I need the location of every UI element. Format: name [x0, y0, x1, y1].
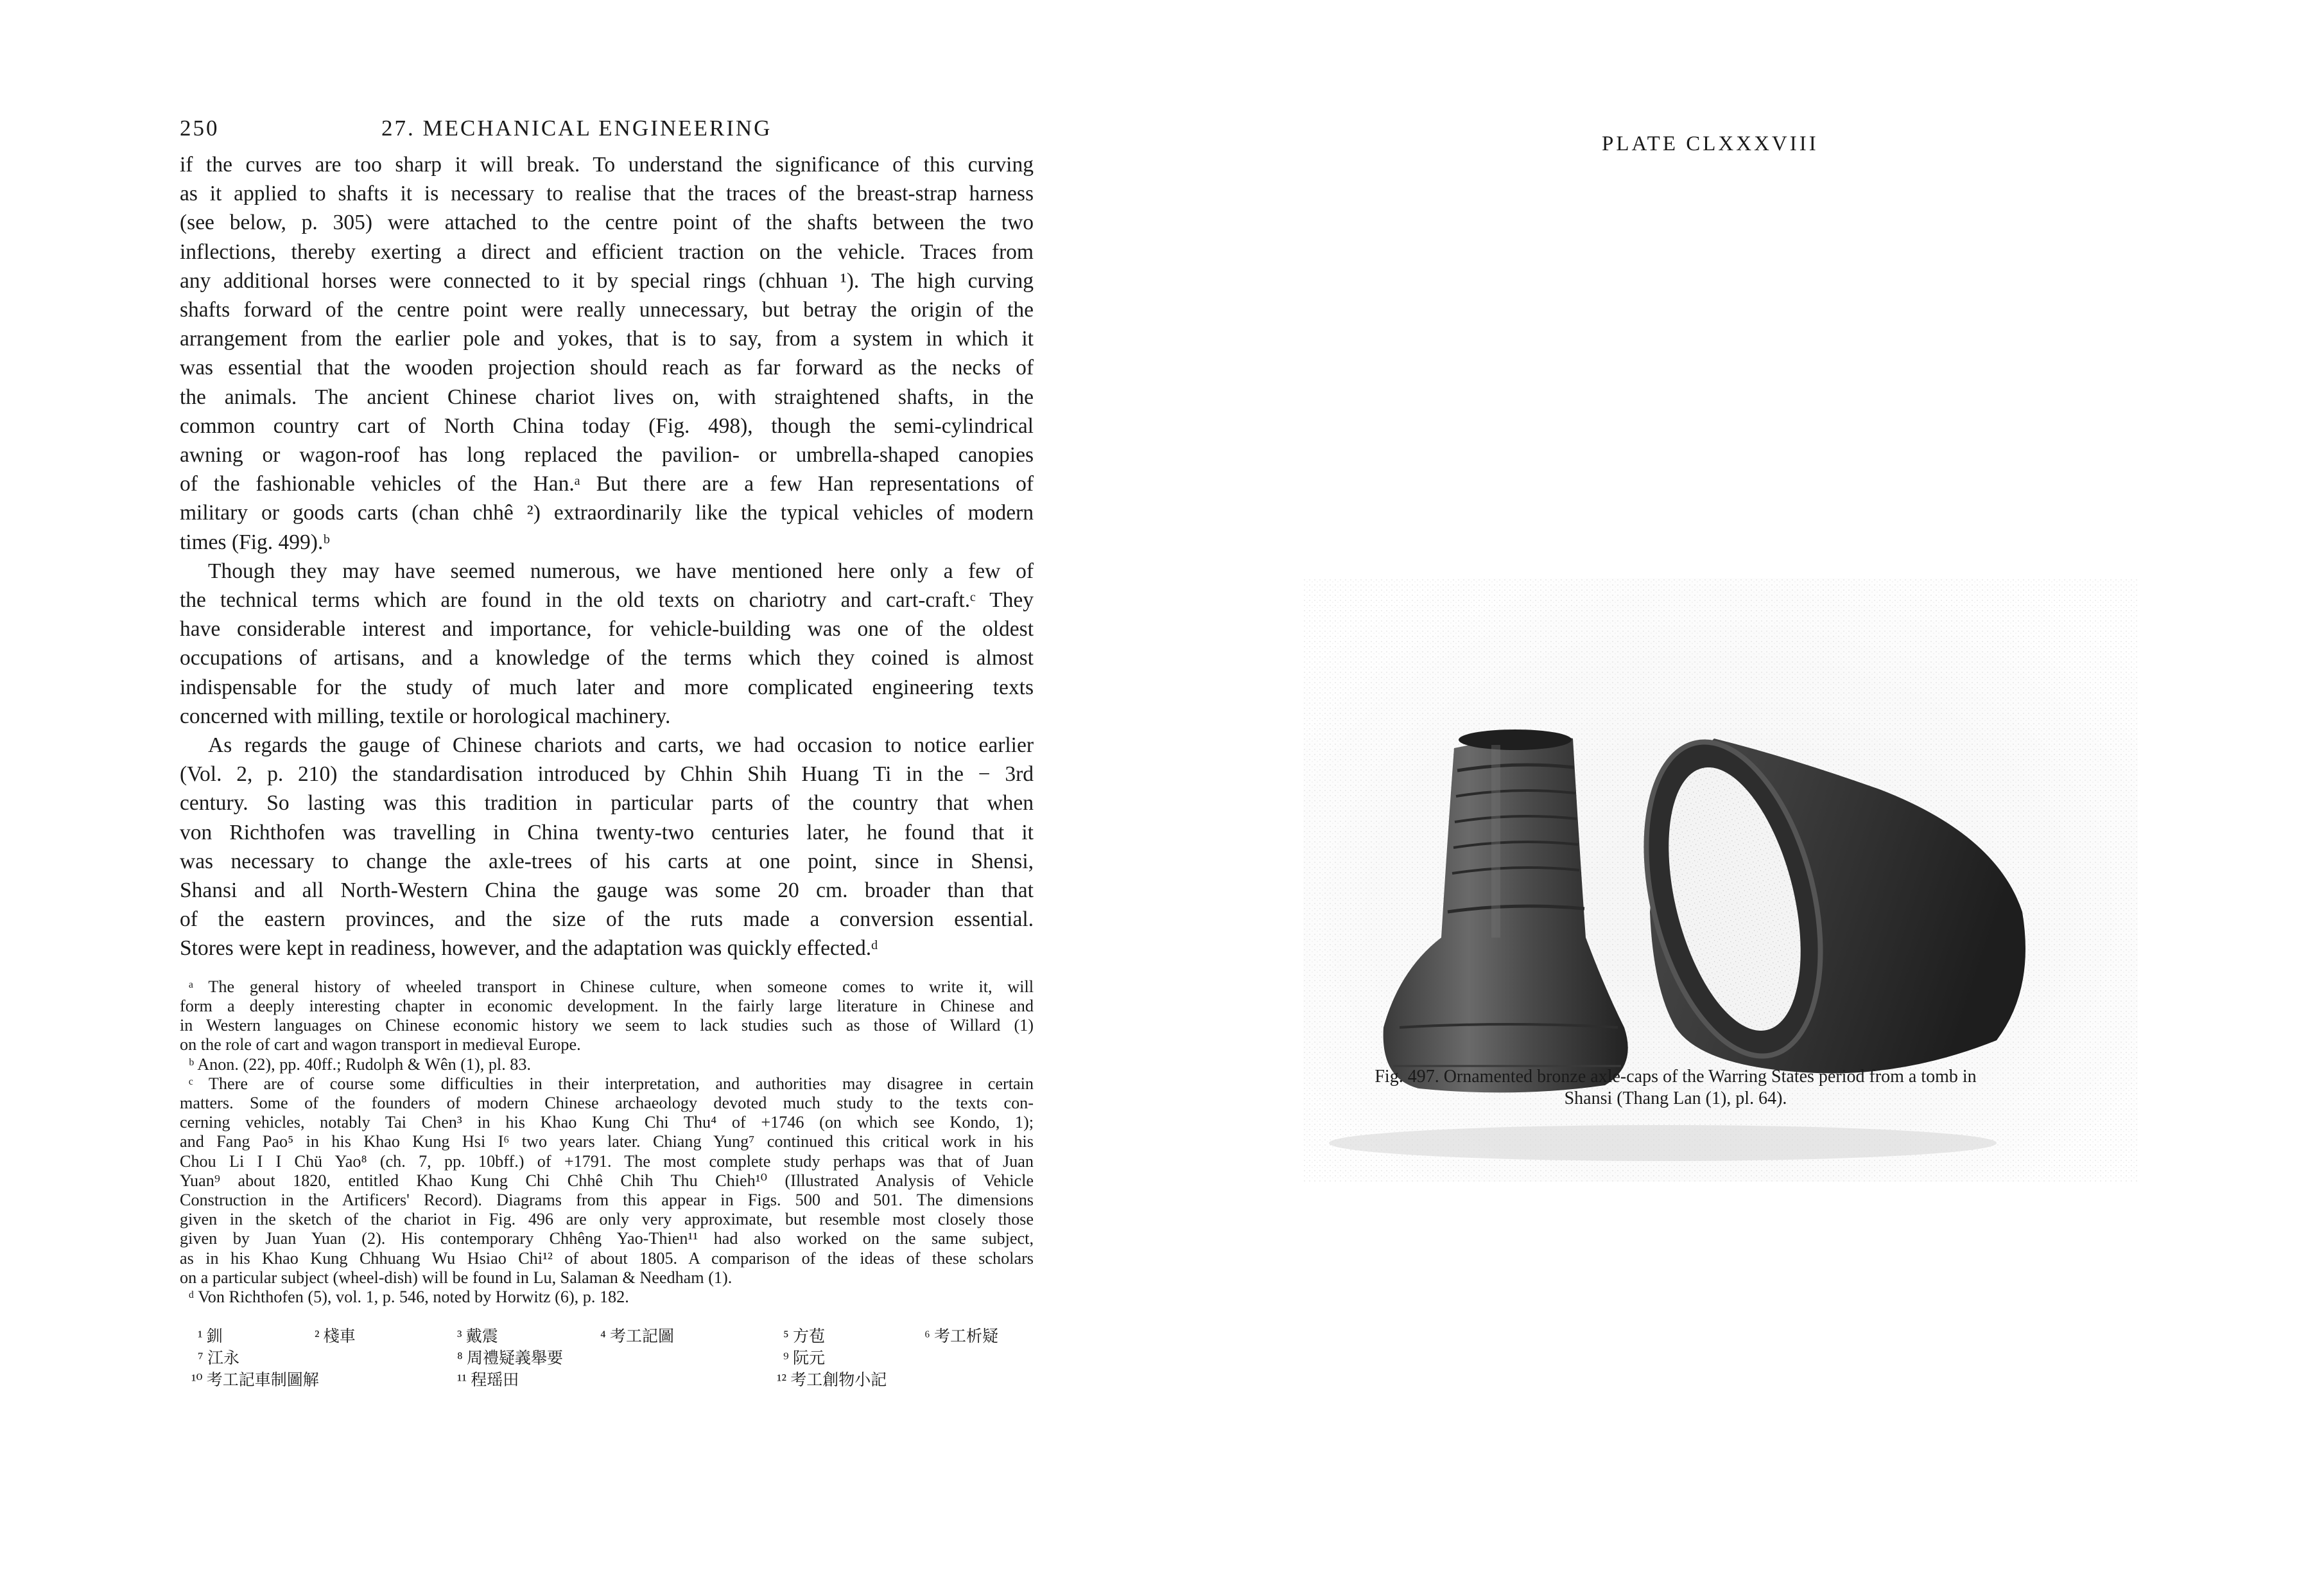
footnote-line: Yuan⁹ about 1820, entitled Khao Kung Chi Chhê Chih Thu Chieh¹⁰ (Illustrated Analysis of Vehicle — [180, 1171, 1034, 1190]
footnote-line: and Fang Pao⁵ in his Khao Kung Hsi I⁶ two years later. Chiang Yung⁷ continued this critical work in his — [180, 1132, 1034, 1151]
text-line: the animals. The ancient Chinese chariot lives on, with straightened shafts, in the — [180, 385, 1034, 409]
footnote-line: in Western languages on Chinese economic history we seem to lack studies such as those of Willard (1) — [180, 1016, 1034, 1035]
text-line: of the fashionable vehicles of the Han.ᵃ But there are a few Han representations of — [180, 472, 1034, 496]
glossary-entry: ⁶ 考工析疑 — [924, 1328, 998, 1346]
caption-line: Shansi (Thang Lan (1), pl. 64). — [1564, 1088, 1787, 1108]
text-line: occupations of artisans, and a knowledge of the terms which they coined is almost — [180, 646, 1034, 670]
glossary-entry: ² 棧車 — [315, 1328, 356, 1346]
text-line: Though they may have seemed numerous, we have mentioned here only a few of — [208, 559, 1034, 583]
footnote-line: matters. Some of the founders of modern Chinese archaeology devoted much study to the texts con- — [180, 1093, 1034, 1112]
right-page — [1278, 128, 2164, 1220]
text-line: was necessary to change the axle-trees of his carts at one point, since in Shensi, — [180, 849, 1034, 873]
glossary-entry: ¹² 考工創物小記 — [777, 1372, 887, 1390]
text-line: Stores were kept in readiness, however, and the adaptation was quickly effected.ᵈ — [180, 936, 878, 961]
text-line: awning or wagon-roof has long replaced the pavilion- or umbrella-shaped canopies — [180, 443, 1034, 467]
text-line: inflections, thereby exerting a direct and efficient traction on the vehicle. Traces from — [180, 240, 1034, 264]
text-line: century. So lasting was this tradition in particular parts of the country that when — [180, 791, 1034, 816]
text-line: military or goods carts (chan chhê ²) extraordinarily like the typical vehicles of modern — [180, 501, 1034, 525]
text-line: shafts forward of the centre point were really unnecessary, but betray the origin of the — [180, 298, 1034, 322]
footnote-line: ᵃ The general history of wheeled transport in Chinese culture, when someone comes to write it, will — [189, 977, 1034, 996]
chapter-title: 27. MECHANICAL ENGINEERING — [381, 116, 772, 141]
glossary-entry: ¹¹ 程瑶田 — [457, 1372, 519, 1390]
text-line: Shansi and all North-Western China the gauge was some 20 cm. broader than that — [180, 878, 1034, 903]
text-line: arrangement from the earlier pole and yokes, that is to say, from a system in which it — [180, 327, 1034, 351]
glossary-entry: ⁵ 方苞 — [783, 1328, 825, 1346]
paragraph-2 — [180, 557, 1034, 731]
glossary-entry: ⁴ 考工記圖 — [600, 1328, 674, 1346]
footnote-line: ᶜ There are of course some difficulties in their interpretation, and authorities may disagree in certain — [189, 1074, 1034, 1093]
footnotes — [180, 977, 1034, 1307]
glossary-entry: ³ 戴震 — [457, 1328, 498, 1346]
text-line: times (Fig. 499).ᵇ — [180, 530, 330, 554]
footnote-line: Chou Li I I Chü Yao⁸ (ch. 7, pp. 10bff.) of +1791. The most complete study perhaps was that of Juan — [180, 1151, 1034, 1171]
footnote-line: on a particular subject (wheel-dish) will be found in Lu, Salaman & Needham (1). — [180, 1268, 733, 1287]
text-line: the technical terms which are found in the old texts on chariotry and cart-craft.ᶜ They — [180, 588, 1034, 613]
footnote-line: on the role of cart and wagon transport in medieval Europe. — [180, 1035, 581, 1054]
footnote-line: as in his Khao Kung Chhuang Wu Hsiao Chi¹² of about 1805. A comparison of the ideas of these scholars — [180, 1248, 1034, 1268]
body-text — [180, 150, 1034, 963]
running-head — [180, 116, 1034, 150]
text-line: von Richthofen was travelling in China twenty-two centuries later, he found that it — [180, 820, 1034, 844]
footnote-line: Construction in the Artificers' Record). Diagrams from this appear in Figs. 500 and 501. The dimensions — [180, 1190, 1034, 1209]
footnote-line: ᵈ Von Richthofen (5), vol. 1, p. 546, noted by Horwitz (6), p. 182. — [189, 1287, 629, 1306]
glossary-entry: ⁸ 周禮疑義舉要 — [457, 1350, 563, 1368]
footnote-line: ᵇ Anon. (22), pp. 40ff.; Rudolph & Wên (1), pl. 83. — [189, 1054, 532, 1074]
footnote-line: form a deeply interesting chapter in economic development. In the fairly large literature in Chinese and — [180, 996, 1034, 1015]
text-line: if the curves are too sharp it will break. To understand the significance of this curving — [180, 153, 1034, 177]
paragraph-3 — [180, 731, 1034, 963]
plate-title: PLATE CLXXXVIII — [1602, 132, 1819, 155]
footnote-line: given by Juan Yuan (2). His contemporary Chhêng Yao-Thien¹¹ had also worked on the same subject, — [180, 1229, 1034, 1248]
text-line: of the eastern provinces, and the size of the ruts made a conversion essential. — [180, 907, 1034, 932]
shadow — [1329, 1125, 1997, 1161]
text-line: common country cart of North China today (Fig. 498), though the semi-cylindrical — [180, 414, 1034, 438]
glossary-entry: ⁷ 江永 — [198, 1350, 239, 1368]
glossary-entry: ¹ 釧 — [198, 1328, 223, 1346]
glossary-entry: ¹⁰ 考工記車制圖解 — [191, 1372, 319, 1390]
text-line: as it applied to shafts it is necessary to realise that the traces of the breast-strap harness — [180, 182, 1034, 206]
figure-caption — [1284, 1066, 2067, 1110]
text-line: indispensable for the study of much later and more complicated engineering texts — [180, 675, 1034, 699]
footnote-line: cerning vehicles, notably Tai Chen³ in his Khao Kung Chi Thu⁴ of +1746 (on which see Kondo, 1); — [180, 1113, 1034, 1132]
chinese-glossary — [180, 1326, 1034, 1397]
text-line: any additional horses were connected to it by special rings (chhuan ¹). The high curving — [180, 268, 1034, 293]
text-line: was essential that the wooden projection should reach as far forward as the necks of — [180, 356, 1034, 380]
text-line: (Vol. 2, p. 210) the standardisation introduced by Chhin Shih Huang Ti in the − 3rd — [180, 762, 1034, 787]
text-line: concerned with milling, textile or horological machinery. — [180, 704, 671, 728]
left-page — [180, 116, 1034, 1477]
text-line: (see below, p. 305) were attached to the centre point of the shafts between the two — [180, 211, 1034, 235]
glossary-entry: ⁹ 阮元 — [783, 1350, 825, 1368]
text-line: As regards the gauge of Chinese chariots and carts, we had occasion to notice earlier — [208, 733, 1034, 758]
footnote-line: given in the sketch of the chariot in Fig. 496 are only very approximate, but resemble most closely those — [180, 1210, 1034, 1229]
caption-line: Fig. 497. Ornamented bronze axle-caps of the Warring States period from a tomb in — [1374, 1067, 1977, 1087]
paragraph-1 — [180, 150, 1034, 557]
text-line: have considerable interest and importance, for vehicle-building was one of the oldest — [180, 617, 1034, 642]
page-number: 250 — [180, 116, 220, 141]
